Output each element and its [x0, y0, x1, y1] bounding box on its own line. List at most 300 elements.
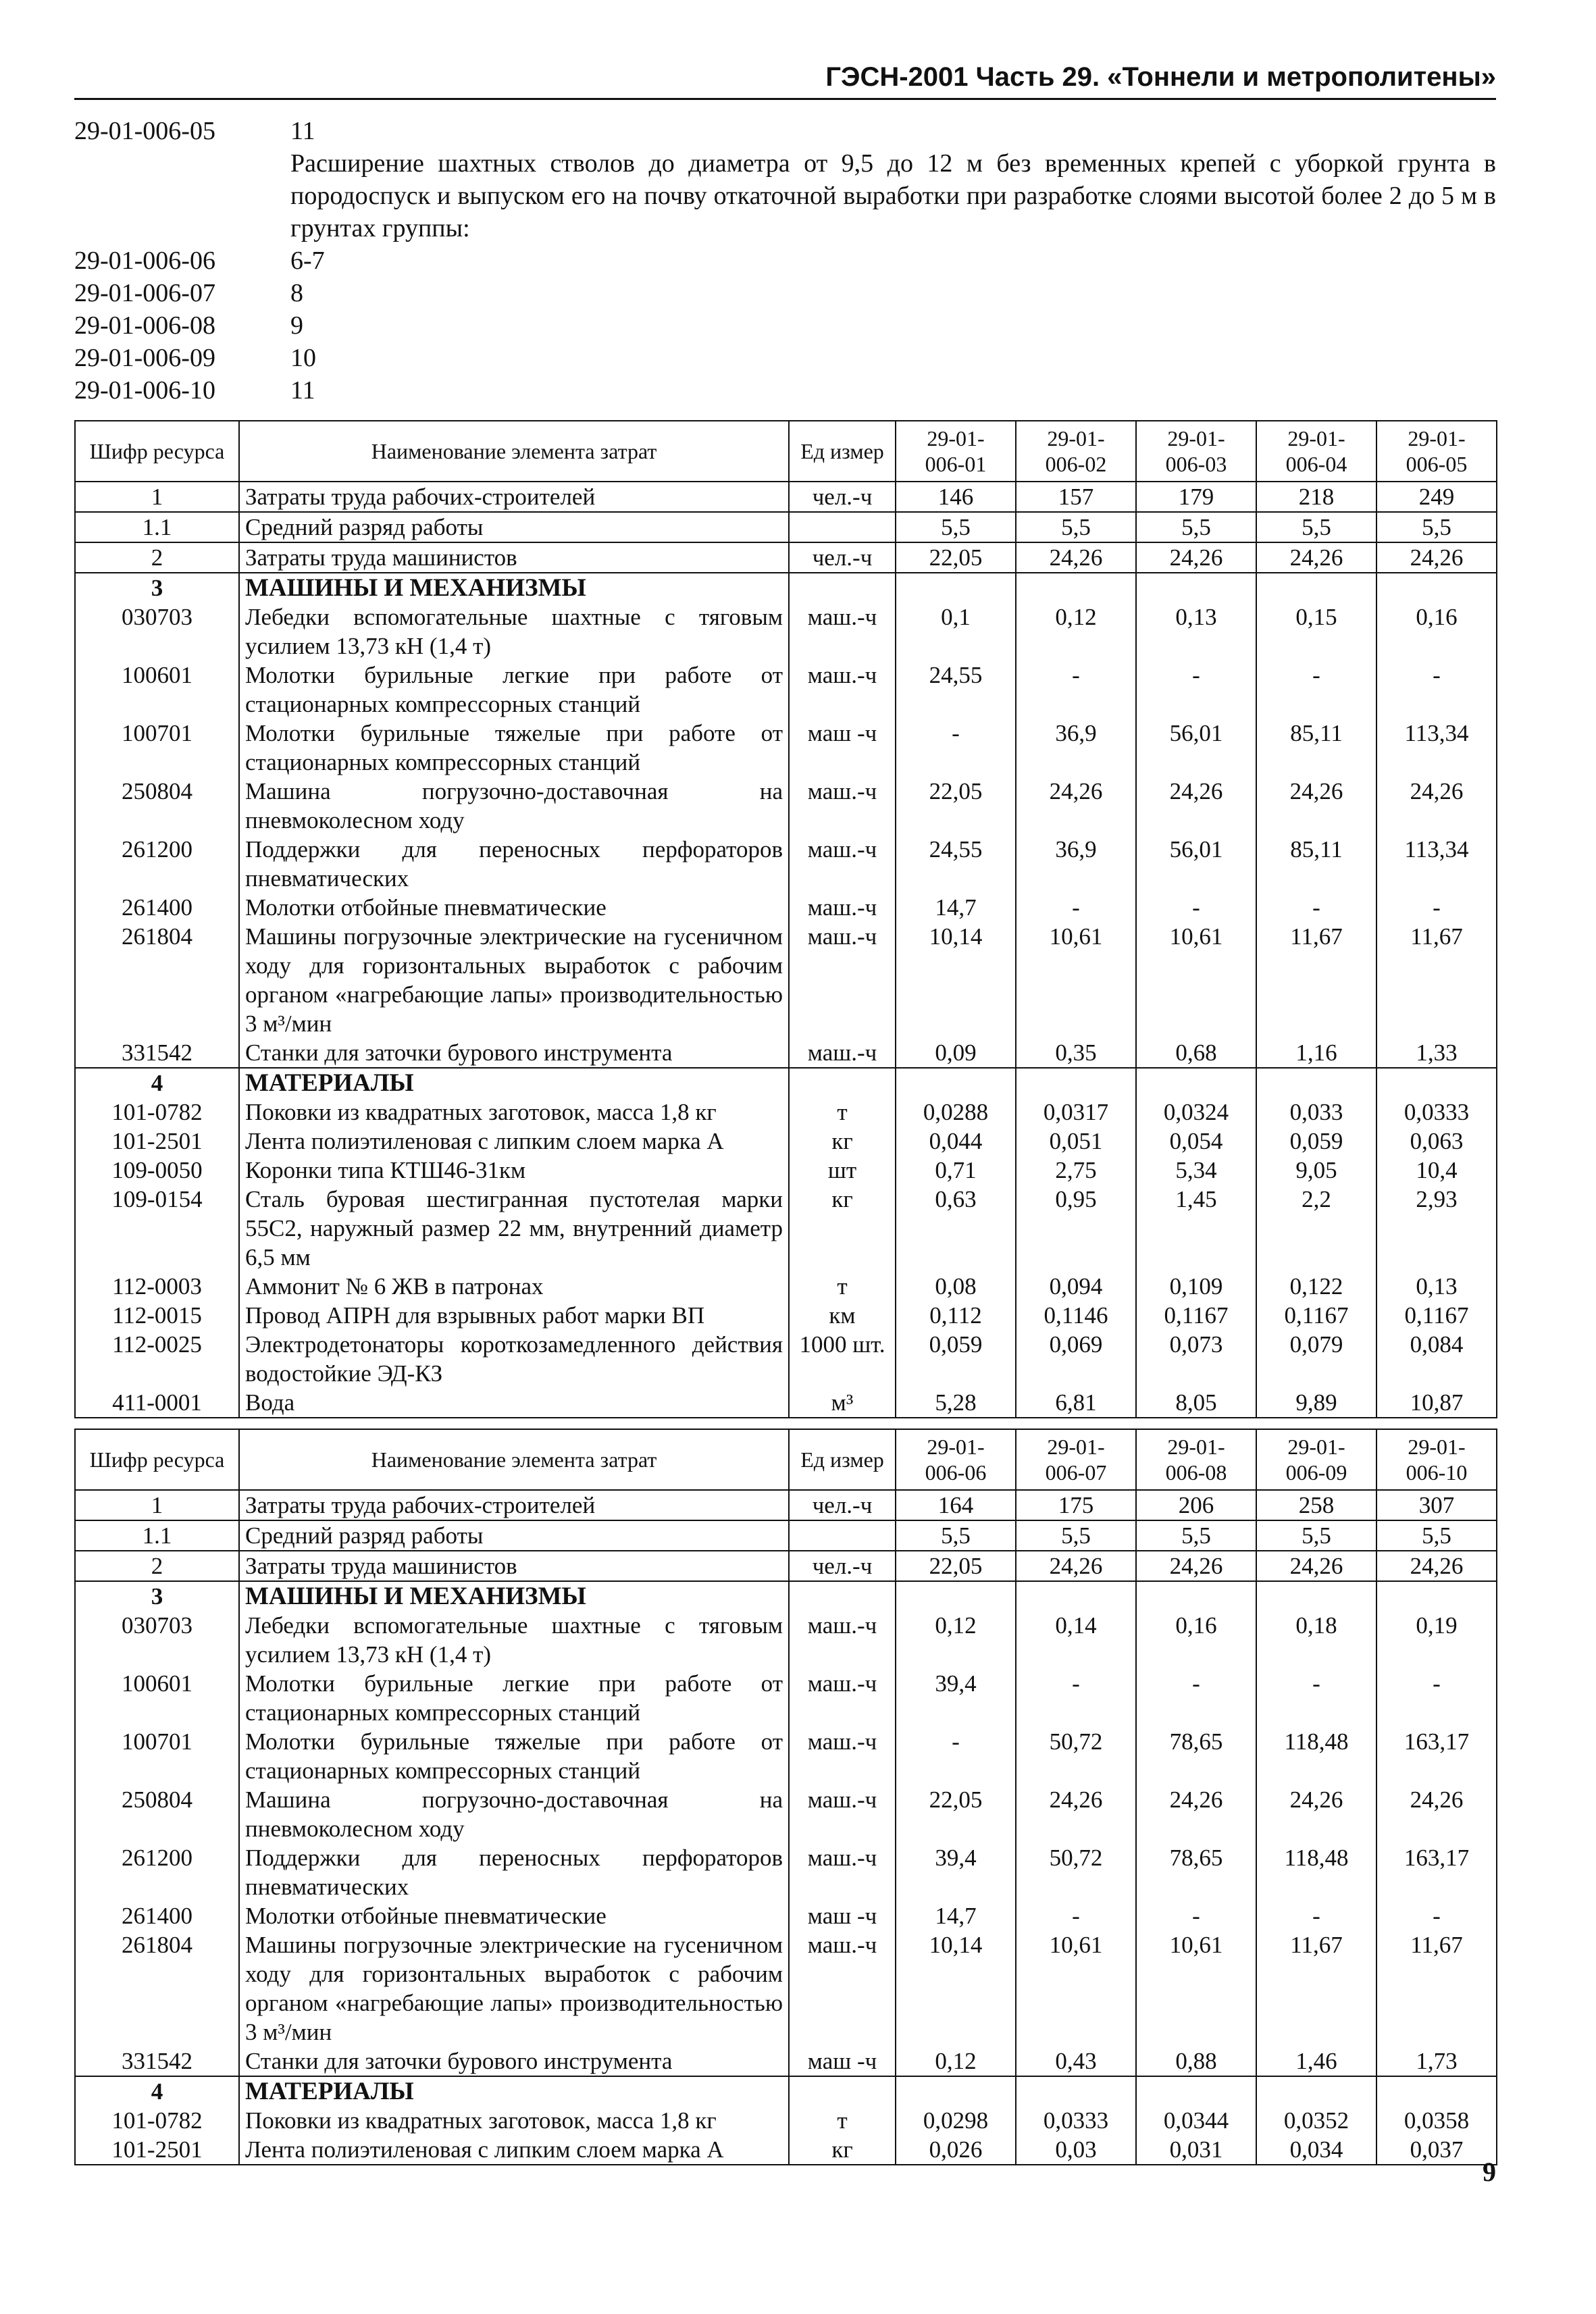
value-cell: 0,1167: [1376, 1301, 1497, 1330]
value-cell: 0,059: [896, 1330, 1016, 1388]
resource-code: 261400: [75, 893, 239, 922]
table-row: [75, 2106, 1497, 2135]
resource-unit: [789, 1520, 896, 1551]
value-cell: -: [1016, 1901, 1136, 1930]
intro-row: [74, 245, 1496, 277]
resource-code: 100601: [75, 661, 239, 719]
resource-unit: маш.-ч: [789, 835, 896, 893]
value-cell: 0,0324: [1136, 1098, 1256, 1127]
value-cell: 78,65: [1136, 1843, 1256, 1901]
value-cell: 113,34: [1376, 835, 1497, 893]
table-row: [75, 512, 1497, 542]
value-cell: 0,112: [896, 1301, 1016, 1330]
table-row: [75, 1127, 1497, 1156]
table-row: [75, 1185, 1497, 1272]
value-cell: 0,68: [1136, 1038, 1256, 1068]
value-cell: 78,65: [1136, 1727, 1256, 1785]
value-cell: 5,5: [896, 1520, 1016, 1551]
value-cell: 24,26: [1256, 1785, 1376, 1843]
value-cell: 113,34: [1376, 719, 1497, 777]
resource-unit: [789, 2076, 896, 2106]
table-body: [75, 1490, 1497, 2165]
value-cell: -: [1016, 1669, 1136, 1727]
value-cell: 0,069: [1016, 1330, 1136, 1388]
value-cell: 5,34: [1136, 1156, 1256, 1185]
resource-code: 331542: [75, 1038, 239, 1068]
intro-code: 29-01-006-10: [74, 376, 215, 405]
intro-code: 29-01-006-07: [74, 279, 215, 307]
value-cell: 218: [1256, 482, 1376, 512]
value-cell: 24,26: [1016, 1785, 1136, 1843]
resource-name: Затраты труда рабочих-строителей: [239, 482, 789, 512]
value-cell: 24,26: [1376, 777, 1497, 835]
table-header: [75, 1429, 1497, 1490]
table-row: [75, 1490, 1497, 1520]
value-cell: -: [1016, 661, 1136, 719]
value-cell: 24,26: [1136, 1551, 1256, 1581]
table-header: [75, 421, 1497, 482]
value-cell: [1016, 1068, 1136, 1098]
value-cell: 0,13: [1376, 1272, 1497, 1301]
intro-value: 11: [290, 117, 315, 145]
header-col-1: 29-01- 006-06: [896, 1429, 1016, 1490]
value-cell: 0,054: [1136, 1127, 1256, 1156]
value-cell: 118,48: [1256, 1727, 1376, 1785]
value-cell: 11,67: [1256, 922, 1376, 1038]
value-cell: [1136, 573, 1256, 602]
value-cell: 163,17: [1376, 1843, 1497, 1901]
value-cell: 24,26: [1136, 777, 1256, 835]
resource-unit: маш.-ч: [789, 661, 896, 719]
value-cell: 24,26: [1376, 1785, 1497, 1843]
resource-unit: маш -ч: [789, 2047, 896, 2076]
table-row: [75, 1330, 1497, 1388]
table-row: [75, 1901, 1497, 1930]
resource-unit: маш.-ч: [789, 1843, 896, 1901]
table-row: [75, 1727, 1497, 1785]
resource-name: МАТЕРИАЛЫ: [239, 2076, 789, 2106]
value-cell: 50,72: [1016, 1843, 1136, 1901]
resource-code: 1.1: [75, 512, 239, 542]
table-row: [75, 2047, 1497, 2076]
resource-unit: маш.-ч: [789, 602, 896, 661]
table-row: [75, 835, 1497, 893]
value-cell: 11,67: [1376, 922, 1497, 1038]
value-cell: 10,14: [896, 922, 1016, 1038]
resource-code: 3: [75, 573, 239, 602]
value-cell: 0,059: [1256, 1127, 1376, 1156]
value-cell: [1256, 2076, 1376, 2106]
value-cell: 2,2: [1256, 1185, 1376, 1272]
value-cell: [1256, 1068, 1376, 1098]
table-row: [75, 1611, 1497, 1669]
value-cell: -: [1016, 893, 1136, 922]
value-cell: -: [1136, 893, 1256, 922]
value-cell: 22,05: [896, 542, 1016, 573]
header-col-2: 29-01- 006-07: [1016, 1429, 1136, 1490]
table-row: [75, 1551, 1497, 1581]
table-row: [75, 1098, 1497, 1127]
intro-rows: [74, 245, 1496, 407]
resource-unit: т: [789, 1098, 896, 1127]
value-cell: 0,0298: [896, 2106, 1016, 2135]
resource-name: Молотки бурильные легкие при работе от стационарных компрессорных станций: [239, 661, 789, 719]
value-cell: 24,26: [1376, 1551, 1497, 1581]
value-cell: 0,43: [1016, 2047, 1136, 2076]
resource-code: 1: [75, 482, 239, 512]
value-cell: [1016, 573, 1136, 602]
value-cell: 9,89: [1256, 1388, 1376, 1418]
resource-code: 4: [75, 1068, 239, 1098]
resource-code: 250804: [75, 1785, 239, 1843]
table-row: [75, 1785, 1497, 1843]
value-cell: 24,55: [896, 835, 1016, 893]
value-cell: 1,33: [1376, 1038, 1497, 1068]
value-cell: 0,08: [896, 1272, 1016, 1301]
value-cell: -: [1256, 1669, 1376, 1727]
resource-code: 411-0001: [75, 1388, 239, 1418]
resource-code: 101-0782: [75, 2106, 239, 2135]
resource-name: Сталь буровая шестигранная пустотелая марки 55С2, наружный размер 22 мм, внутренний диаметр 6,5 мм: [239, 1185, 789, 1272]
resource-name: Электродетонаторы короткозамедленного действия водостойкие ЭД-КЗ: [239, 1330, 789, 1388]
table-body: [75, 482, 1497, 1418]
value-cell: 5,28: [896, 1388, 1016, 1418]
value-cell: [1376, 1581, 1497, 1611]
value-cell: 258: [1256, 1490, 1376, 1520]
intro-value: 10: [290, 344, 316, 372]
resource-code: 261804: [75, 1930, 239, 2047]
value-cell: 24,55: [896, 661, 1016, 719]
value-cell: 0,1167: [1256, 1301, 1376, 1330]
header-col-5: 29-01- 006-10: [1376, 1429, 1497, 1490]
value-cell: 85,11: [1256, 719, 1376, 777]
resource-name: Молотки бурильные тяжелые при работе от стационарных компрессорных станций: [239, 1727, 789, 1785]
value-cell: 5,5: [1016, 512, 1136, 542]
resource-unit: маш.-ч: [789, 1611, 896, 1669]
table-row: [75, 542, 1497, 573]
resource-code: 109-0154: [75, 1185, 239, 1272]
resource-code: 250804: [75, 777, 239, 835]
table-row: [75, 777, 1497, 835]
table-row: [75, 1301, 1497, 1330]
resource-code: 109-0050: [75, 1156, 239, 1185]
resource-unit: км: [789, 1301, 896, 1330]
header-col-3: 29-01- 006-03: [1136, 421, 1256, 482]
value-cell: 0,026: [896, 2135, 1016, 2165]
value-cell: 5,5: [1136, 512, 1256, 542]
value-cell: [896, 1581, 1016, 1611]
resource-name: МАШИНЫ И МЕХАНИЗМЫ: [239, 573, 789, 602]
intro-row: [74, 277, 1496, 309]
value-cell: 0,1167: [1136, 1301, 1256, 1330]
value-cell: 0,079: [1256, 1330, 1376, 1388]
value-cell: [1136, 1068, 1256, 1098]
value-cell: 0,094: [1016, 1272, 1136, 1301]
header-col-5: 29-01- 006-05: [1376, 421, 1497, 482]
resource-name: Машина погрузочно-доставочная на пневмоколесном ходу: [239, 777, 789, 835]
value-cell: [1256, 1581, 1376, 1611]
value-cell: 5,5: [1256, 512, 1376, 542]
value-cell: 10,14: [896, 1930, 1016, 2047]
value-cell: [1136, 2076, 1256, 2106]
resource-unit: чел.-ч: [789, 1490, 896, 1520]
intro-code: 29-01-006-08: [74, 311, 215, 340]
value-cell: 163,17: [1376, 1727, 1497, 1785]
header-col-1: 29-01- 006-01: [896, 421, 1016, 482]
resource-table-1: [74, 420, 1497, 1418]
value-cell: 0,19: [1376, 1611, 1497, 1669]
value-cell: 5,5: [1016, 1520, 1136, 1551]
resource-name: Средний разряд работы: [239, 512, 789, 542]
resource-code: 1.1: [75, 1520, 239, 1551]
value-cell: 0,18: [1256, 1611, 1376, 1669]
page-header: ГЭСН-2001 Часть 29. «Тоннели и метрополитены»: [74, 62, 1496, 100]
resource-unit: чел.-ч: [789, 1551, 896, 1581]
value-cell: 1,46: [1256, 2047, 1376, 2076]
value-cell: 175: [1016, 1490, 1136, 1520]
value-cell: 0,14: [1016, 1611, 1136, 1669]
value-cell: 0,12: [896, 1611, 1016, 1669]
value-cell: 36,9: [1016, 719, 1136, 777]
resource-unit: маш.-ч: [789, 1785, 896, 1843]
resource-code: 112-0025: [75, 1330, 239, 1388]
section-row: [75, 1581, 1497, 1611]
resource-unit: кг: [789, 1127, 896, 1156]
value-cell: -: [1136, 1901, 1256, 1930]
intro-code: 29-01-006-09: [74, 344, 215, 372]
intro-row: [74, 342, 1496, 374]
value-cell: 10,4: [1376, 1156, 1497, 1185]
resource-unit: маш.-ч: [789, 1930, 896, 2047]
value-cell: 1,16: [1256, 1038, 1376, 1068]
resource-name: Станки для заточки бурового инструмента: [239, 1038, 789, 1068]
resource-code: 261400: [75, 1901, 239, 1930]
resource-unit: шт: [789, 1156, 896, 1185]
value-cell: 14,7: [896, 893, 1016, 922]
value-cell: 0,35: [1016, 1038, 1136, 1068]
value-cell: 2,75: [1016, 1156, 1136, 1185]
value-cell: 307: [1376, 1490, 1497, 1520]
value-cell: [1376, 1068, 1497, 1098]
value-cell: -: [896, 719, 1016, 777]
value-cell: 11,67: [1376, 1930, 1497, 2047]
table-row: [75, 893, 1497, 922]
page-number: 9: [1483, 2157, 1496, 2187]
value-cell: [896, 1068, 1016, 1098]
section-row: [75, 1068, 1497, 1098]
value-cell: 1,73: [1376, 2047, 1497, 2076]
value-cell: [896, 2076, 1016, 2106]
resource-code: 4: [75, 2076, 239, 2106]
value-cell: 1,45: [1136, 1185, 1256, 1272]
resource-code: 101-2501: [75, 2135, 239, 2165]
resource-code: 100701: [75, 1727, 239, 1785]
value-cell: 22,05: [896, 777, 1016, 835]
resource-name: Затраты труда машинистов: [239, 1551, 789, 1581]
value-cell: -: [1376, 661, 1497, 719]
resource-unit: кг: [789, 1185, 896, 1272]
value-cell: -: [1256, 661, 1376, 719]
value-cell: [1376, 573, 1497, 602]
value-cell: 10,61: [1136, 1930, 1256, 2047]
resource-name: Аммонит № 6 ЖВ в патронах: [239, 1272, 789, 1301]
value-cell: 24,26: [1016, 1551, 1136, 1581]
resource-name: Поковки из квадратных заготовок, масса 1,8 кг: [239, 1098, 789, 1127]
resource-unit: [789, 512, 896, 542]
value-cell: 206: [1136, 1490, 1256, 1520]
intro-row: [74, 374, 1496, 407]
value-cell: 36,9: [1016, 835, 1136, 893]
resource-code: 2: [75, 542, 239, 573]
value-cell: -: [1376, 893, 1497, 922]
value-cell: 10,61: [1016, 922, 1136, 1038]
value-cell: 5,5: [896, 512, 1016, 542]
value-cell: 0,0358: [1376, 2106, 1497, 2135]
resource-unit: маш.-ч: [789, 777, 896, 835]
table-row: [75, 719, 1497, 777]
table-row: [75, 661, 1497, 719]
value-cell: 56,01: [1136, 719, 1256, 777]
value-cell: [1016, 1581, 1136, 1611]
value-cell: [1016, 2076, 1136, 2106]
resource-unit: т: [789, 1272, 896, 1301]
intro-code: 29-01-006-05: [74, 117, 215, 145]
value-cell: -: [1376, 1669, 1497, 1727]
value-cell: 0,0333: [1016, 2106, 1136, 2135]
value-cell: [1136, 1581, 1256, 1611]
value-cell: 0,13: [1136, 602, 1256, 661]
value-cell: 0,084: [1376, 1330, 1497, 1388]
resource-unit: маш -ч: [789, 1901, 896, 1930]
resource-code: 100601: [75, 1669, 239, 1727]
resource-unit: 1000 шт.: [789, 1330, 896, 1388]
resource-unit: маш -ч: [789, 719, 896, 777]
value-cell: 0,15: [1256, 602, 1376, 661]
value-cell: 0,044: [896, 1127, 1016, 1156]
resource-name: Молотки отбойные пневматические: [239, 1901, 789, 1930]
value-cell: 0,12: [896, 2047, 1016, 2076]
value-cell: 0,09: [896, 1038, 1016, 1068]
resource-name: Провод АПРН для взрывных работ марки ВП: [239, 1301, 789, 1330]
resource-code: 331542: [75, 2047, 239, 2076]
header-col-2: 29-01- 006-02: [1016, 421, 1136, 482]
value-cell: 39,4: [896, 1843, 1016, 1901]
value-cell: 5,5: [1136, 1520, 1256, 1551]
intro-block: [74, 115, 1496, 407]
resource-name: Поддержки для переносных перфораторов пневматических: [239, 1843, 789, 1901]
value-cell: 24,26: [1256, 777, 1376, 835]
value-cell: 0,051: [1016, 1127, 1136, 1156]
intro-code: 29-01-006-06: [74, 247, 215, 275]
intro-value: 8: [290, 279, 303, 307]
resource-code: 112-0015: [75, 1301, 239, 1330]
value-cell: 5,5: [1376, 512, 1497, 542]
value-cell: 0,63: [896, 1185, 1016, 1272]
resource-unit: чел.-ч: [789, 542, 896, 573]
resource-name: Машина погрузочно-доставочная на пневмоколесном ходу: [239, 1785, 789, 1843]
header-name: Наименование элемента затрат: [239, 1429, 789, 1490]
resource-name: Машины погрузочные электрические на гусеничном ходу для горизонтальных выработок с рабочим органом «нагребающие лапы» производительностью 3 м³/мин: [239, 922, 789, 1038]
table-row: [75, 1038, 1497, 1068]
value-cell: 0,037: [1376, 2135, 1497, 2165]
header-col-4: 29-01- 006-09: [1256, 1429, 1376, 1490]
value-cell: 56,01: [1136, 835, 1256, 893]
resource-name: Лента полиэтиленовая с липким слоем марка А: [239, 2135, 789, 2165]
table-row: [75, 1930, 1497, 2047]
value-cell: 24,26: [1376, 542, 1497, 573]
value-cell: 24,26: [1256, 542, 1376, 573]
value-cell: 179: [1136, 482, 1256, 512]
value-cell: [1376, 2076, 1497, 2106]
value-cell: 14,7: [896, 1901, 1016, 1930]
value-cell: 2,93: [1376, 1185, 1497, 1272]
resource-name: Машины погрузочные электрические на гусеничном ходу для горизонтальных выработок с рабочим органом «нагребающие лапы» производительностью 3 м³/мин: [239, 1930, 789, 2047]
intro-value: 9: [290, 311, 303, 340]
value-cell: 5,5: [1256, 1520, 1376, 1551]
resource-name: Поддержки для переносных перфораторов пневматических: [239, 835, 789, 893]
resource-code: 030703: [75, 602, 239, 661]
value-cell: 0,033: [1256, 1098, 1376, 1127]
header-unit: Ед измер: [789, 421, 896, 482]
value-cell: 0,0344: [1136, 2106, 1256, 2135]
resource-name: МАШИНЫ И МЕХАНИЗМЫ: [239, 1581, 789, 1611]
value-cell: 0,95: [1016, 1185, 1136, 1272]
value-cell: 0,109: [1136, 1272, 1256, 1301]
value-cell: -: [1136, 661, 1256, 719]
resource-table-2: [74, 1429, 1497, 2165]
value-cell: 0,0317: [1016, 1098, 1136, 1127]
resource-code: 101-2501: [75, 1127, 239, 1156]
resource-name: Коронки типа КТШ46-31км: [239, 1156, 789, 1185]
value-cell: 0,12: [1016, 602, 1136, 661]
resource-code: 261200: [75, 1843, 239, 1901]
resource-unit: маш.-ч: [789, 1038, 896, 1068]
resource-code: 101-0782: [75, 1098, 239, 1127]
header-col-4: 29-01- 006-04: [1256, 421, 1376, 482]
value-cell: 0,031: [1136, 2135, 1256, 2165]
resource-name: Затраты труда рабочих-строителей: [239, 1490, 789, 1520]
resource-name: Средний разряд работы: [239, 1520, 789, 1551]
resource-unit: маш.-ч: [789, 922, 896, 1038]
header-name: Наименование элемента затрат: [239, 421, 789, 482]
value-cell: 0,88: [1136, 2047, 1256, 2076]
intro-value: 11: [290, 376, 315, 405]
resource-unit: м³: [789, 1388, 896, 1418]
value-cell: 5,5: [1376, 1520, 1497, 1551]
value-cell: 9,05: [1256, 1156, 1376, 1185]
resource-code: 261200: [75, 835, 239, 893]
resource-name: Молотки бурильные тяжелые при работе от стационарных компрессорных станций: [239, 719, 789, 777]
value-cell: 85,11: [1256, 835, 1376, 893]
header-unit: Ед измер: [789, 1429, 896, 1490]
value-cell: 0,0352: [1256, 2106, 1376, 2135]
value-cell: 10,61: [1016, 1930, 1136, 2047]
value-cell: 24,26: [1256, 1551, 1376, 1581]
resource-code: 2: [75, 1551, 239, 1581]
header-code: Шифр ресурса: [75, 421, 239, 482]
resource-code: 261804: [75, 922, 239, 1038]
intro-row: [74, 115, 1496, 147]
header-code: Шифр ресурса: [75, 1429, 239, 1490]
value-cell: 24,26: [1016, 542, 1136, 573]
value-cell: 157: [1016, 482, 1136, 512]
resource-name: Станки для заточки бурового инструмента: [239, 2047, 789, 2076]
resource-name: Молотки бурильные легкие при работе от стационарных компрессорных станций: [239, 1669, 789, 1727]
value-cell: 24,26: [1136, 542, 1256, 573]
section-row: [75, 2076, 1497, 2106]
header-col-3: 29-01- 006-08: [1136, 1429, 1256, 1490]
value-cell: -: [896, 1727, 1016, 1785]
